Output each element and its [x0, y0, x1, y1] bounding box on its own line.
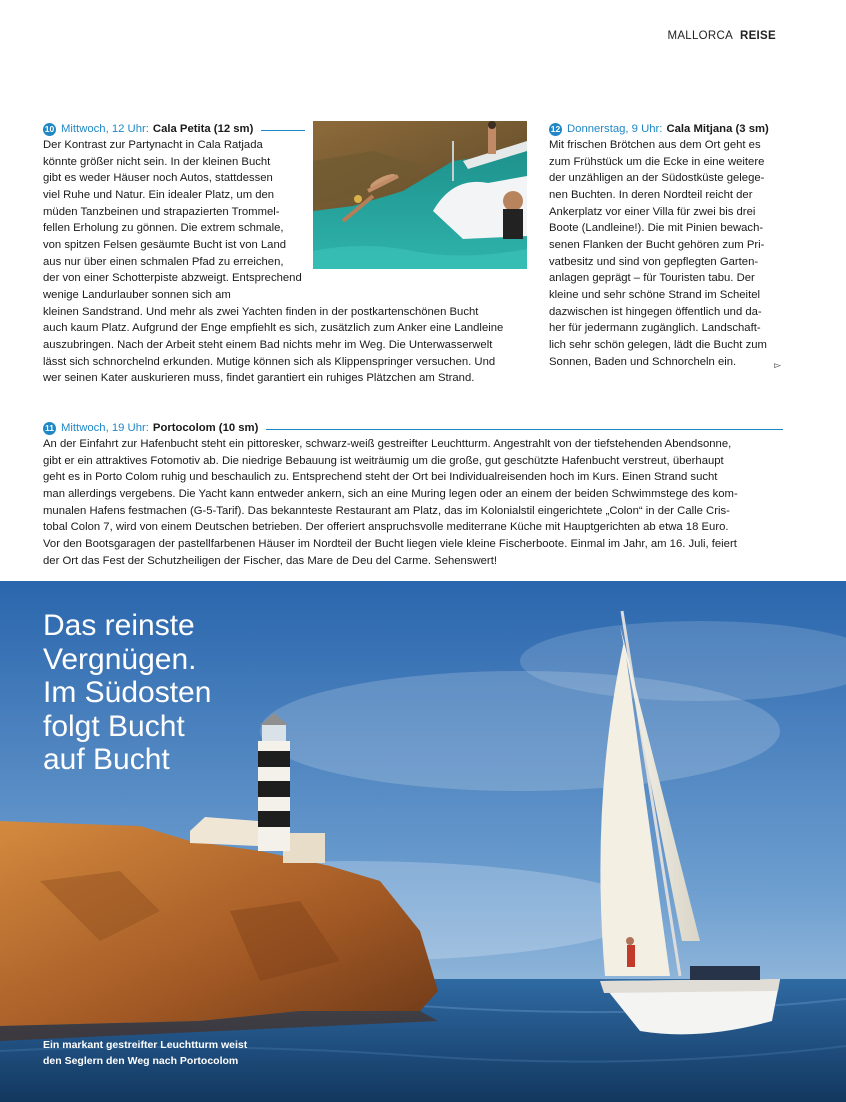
stop-12-line: nen Buchten. In deren Nordteil reicht der	[549, 188, 753, 201]
stop-11-headline	[43, 420, 783, 436]
photo-caption	[43, 1038, 247, 1069]
stop-12-line: zum Frühstück um die Ecke in eine weitere	[549, 155, 765, 168]
stop-10-line: auszubringen. Nach der Arbeit steht einem Bad nichts mehr im Weg. Die Unterwasserwelt	[43, 338, 493, 351]
stop-time: Mittwoch, 12 Uhr:	[61, 123, 149, 135]
stop-10-block	[43, 121, 527, 387]
stop-11-line: An der Einfahrt zur Hafenbucht steht ein pittoresker, schwarz-weiß gestreifter Leuchtturm. Angestrahlt von der tiefstehenden Abendsonne,	[43, 438, 732, 450]
stop-11-line: geht es in Porto Colom ruhig und beschaulich zu. Entsprechend steht der Ort bei Individualreisenden hoch im Kurs. Einen Strand sucht	[43, 471, 718, 484]
stop-10-line: wer seinen Kater auskurieren muss, findet garantiert ein ruhiges Plätzchen am Strand.	[43, 372, 475, 385]
stop-time: Mittwoch, 19 Uhr:	[61, 422, 149, 434]
stop-10-line: Der Kontrast zur Partynacht in Cala Ratjada	[43, 139, 263, 151]
stop-10-line: lässt sich schnorchelnd erkunden. Mutige können sich als Klippenspringer versuchen. Und	[43, 355, 496, 368]
stop-12-last-line: Sonnen, Baden und Schnorcheln ein.	[549, 355, 737, 368]
hero-headline-line: folgt Bucht	[43, 709, 185, 743]
stop-10-headline	[43, 121, 305, 137]
header-section: REISE	[739, 30, 776, 42]
stop-10-line: gibt es weder Häuser noch Autos, stattdessen	[43, 172, 273, 185]
continue-arrow-icon: ▻	[774, 359, 781, 370]
stop-12-line: her für jedermann zugänglich. Landschaft-	[549, 322, 761, 335]
stop-12-line: Mit frischen Brötchen aus dem Ort geht es	[549, 139, 761, 151]
stop-10-line: der von einer Schotterpiste abzweigt. Entsprechend wenige Landurlauber sonnen sich am	[43, 272, 302, 301]
stop-12-line: Boote (Landleine!). Die mit Pinien bewach-	[549, 222, 764, 235]
stop-10-line: kleinen Sandstrand. Und mehr als zwei Yachten finden in der postkartenschönen Bucht	[43, 305, 479, 318]
stop-11-line: munalen Hafens festmachen (G-5-Tarif). Das bekannteste Restaurant am Platz, das im Kolonialstil eingerichtete „Colon“ in der Calle Cris-	[43, 504, 730, 517]
stop-12-line: kleine und sehr schöne Strand im Scheitel	[549, 288, 760, 301]
hero-headline	[43, 609, 211, 777]
photo-caption-line: den Seglern den Weg nach Portocolom	[43, 1054, 239, 1067]
cliff-jump-photo	[313, 121, 527, 269]
stop-12-line: Ankerplatz vor einer Villa für zwei bis drei	[549, 205, 756, 218]
stop-place: Portocolom (10 sm)	[152, 422, 259, 434]
stop-12-line: anlagen geprägt – für Touristen tabu. Der	[549, 272, 755, 285]
stop-12-headline	[549, 121, 781, 137]
stop-11-block	[43, 420, 783, 569]
hero-headline-line: Vergnügen.	[43, 642, 197, 676]
stop-place: Cala Mitjana (3 sm)	[666, 123, 769, 135]
stop-12-line	[549, 354, 781, 371]
stop-11-line: der Ort das Fest der Schutzheiligen der Fischer, das Mare de Deu del Carme. Sehenswert!	[43, 554, 497, 567]
stop-10-line: auch kaum Platz. Aufgrund der Enge empfiehlt es sich, zusätzlich zum Anker eine Landleine	[43, 322, 504, 335]
stop-12-line: dazwischen ist hingegen öffentlich und da-	[549, 305, 762, 318]
stop-12-line: der unzähligen an der Südostküste gelege-	[549, 172, 765, 185]
stop-12-line: vatbesitz und sind von gepflegten Garten-	[549, 255, 759, 268]
stop-10-line: von spitzen Felsen gesäumte Bucht ist von Land	[43, 238, 287, 251]
stop-11-line: gibt er ein attraktives Fotomotiv ab. Die niedrige Bebauung ist weiträumig um die große, gut geschützte Hafenbucht verstreut, überhaupt	[43, 454, 724, 467]
stop-10-line: könnte größer nicht sein. In der kleinen Bucht	[43, 155, 271, 168]
running-header	[667, 30, 776, 42]
stop-place: Cala Petita (12 sm)	[152, 123, 254, 135]
headline-rule	[261, 130, 305, 131]
header-topic: MALLORCA	[667, 30, 733, 42]
stop-number-badge: 10	[44, 123, 55, 134]
lighthouse-sailboat-photo	[0, 581, 846, 1102]
stop-time: Donnerstag, 9 Uhr:	[567, 123, 663, 135]
stop-number-badge: 12	[550, 123, 561, 134]
stop-10-line: müden Tanzbeinen und strapazierten Trommel-	[43, 205, 280, 218]
photo-caption-line: Ein markant gestreifter Leuchtturm weist	[43, 1039, 248, 1051]
hero-headline-line: Das reinste	[43, 609, 195, 642]
stop-12-line: senen Flanken der Bucht gehören zum Pri-	[549, 238, 765, 251]
hero-headline-line: Im Südosten	[43, 676, 212, 709]
stop-11-line: man allerdings vergebens. Die Yacht kann entweder ankern, sich an eine Muring legen oder an einem der beiden Schwimmstege des kom-	[43, 487, 738, 500]
stop-11-line: tobal Colon 7, wird von einem Deutschen betrieben. Der offeriert anspruchsvolle mediterrane Küche mit Hauptgerichten ab etwa 18 Euro.	[43, 521, 729, 534]
stop-12-line: lich sehr schön gelegen, lädt die Bucht zum	[549, 338, 767, 351]
stop-12-block	[549, 121, 781, 373]
stop-10-line: aus nur über einen schmalen Pfad zu erreichen,	[43, 255, 284, 268]
stop-10-line: fellen Erholung zu gönnen. Die extrem schmale,	[43, 222, 284, 235]
headline-rule	[266, 429, 783, 430]
stop-10-line: viel Ruhe und Natur. Ein idealer Platz, um den	[43, 188, 275, 201]
stop-number-badge: 11	[45, 422, 54, 433]
stop-11-line: Vor den Bootsgaragen der pastellfarbenen Häuser im Nordteil der Bucht liegen viele kleine Fischerboote. Einmal im Jahr, am 16. Juli, feiert	[43, 537, 737, 550]
hero-headline-line: auf Bucht	[43, 743, 170, 776]
